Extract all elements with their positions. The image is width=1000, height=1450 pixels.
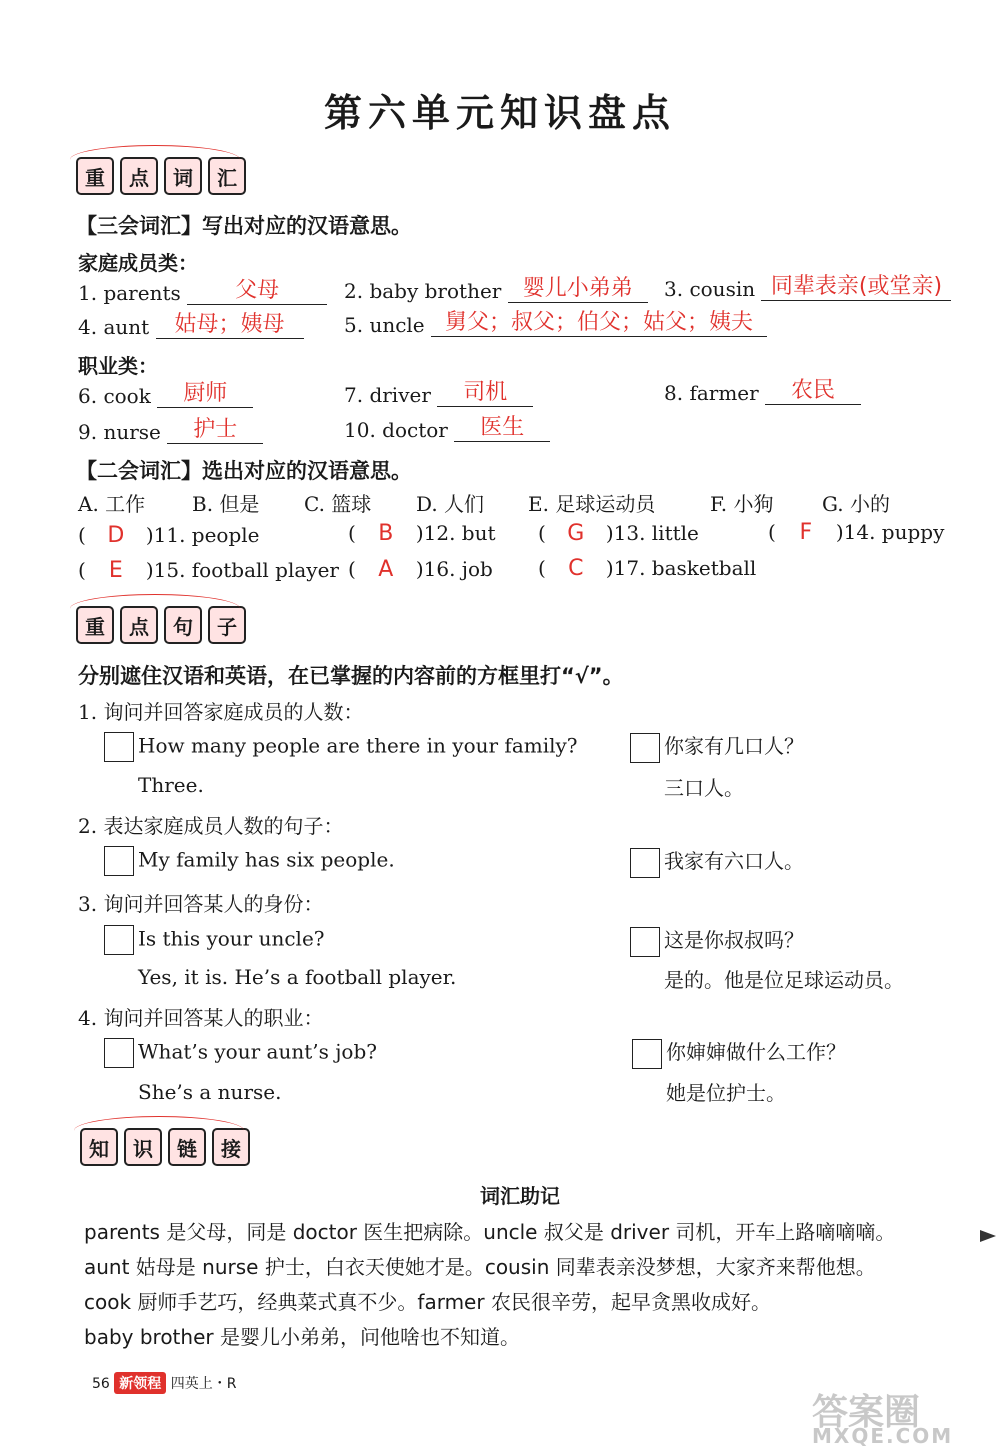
mnemonic-line: parents 是父母，同是 doctor 医生把病除。uncle 叔父是 driver 司机，开车上路嘀嘀嘀。 — [84, 1220, 896, 1244]
arrow-right-icon — [980, 1230, 996, 1242]
checkbox[interactable] — [630, 848, 660, 878]
sentence-en: What’s your aunt’s job? — [104, 1038, 377, 1068]
vocab-answer[interactable]: 舅父；叔父；伯父；姑父；姨夫 — [431, 310, 767, 337]
page-number: 56 — [92, 1376, 110, 1392]
vocab-answer[interactable]: 农民 — [765, 378, 861, 405]
option: E. 足球运动员 — [528, 492, 656, 516]
watermark-bottom: MXQE.COM — [812, 1424, 954, 1448]
vocab-item: 6. cook 厨师 — [78, 381, 253, 408]
vocab-item: 4. aunt 姑母；姨母 — [78, 312, 304, 339]
choice-item: ( G )13. little — [538, 521, 699, 546]
checkbox[interactable] — [104, 925, 134, 955]
mnemonic-line: aunt 姑母是 nurse 护士，白衣天使她才是。cousin 同辈表亲没梦想，大家齐来帮他想。 — [84, 1255, 876, 1279]
badge-char: 链 — [168, 1128, 206, 1166]
option: C. 篮球 — [304, 492, 372, 516]
vocab-answer[interactable]: 父母 — [187, 278, 327, 305]
sentence-heading: 3. 询问并回答某人的身份： — [78, 892, 324, 916]
choice-answer[interactable]: F — [799, 520, 813, 545]
choice-item: ( A )16. job — [348, 557, 493, 582]
checkbox[interactable] — [632, 1039, 662, 1069]
mnemonic-line: cook 厨师手艺巧，经典菜式真不少。farmer 农民很辛劳，起早贪黑收成好。 — [84, 1290, 771, 1314]
choice-answer[interactable]: A — [378, 557, 394, 582]
footer — [92, 1372, 236, 1394]
page-title: 第六单元知识盘点 — [323, 90, 676, 135]
choice-answer[interactable]: C — [568, 556, 584, 581]
sentence-heading: 1. 询问并回答家庭成员的人数： — [78, 700, 364, 724]
vocab-item: 10. doctor 医生 — [344, 415, 550, 442]
checkbox[interactable] — [630, 927, 660, 957]
badge-char: 汇 — [208, 157, 246, 195]
badge-char: 词 — [164, 157, 202, 195]
sentence-instruction: 分别遮住汉语和英语，在已掌握的内容前的方框里打“√”。 — [78, 664, 624, 688]
sec1-heading: 【三会词汇】写出对应的汉语意思。 — [76, 214, 412, 238]
sentence-en-answer: Three. — [138, 773, 204, 797]
badge-decoration — [70, 145, 240, 174]
vocab-item: 7. driver 司机 — [344, 380, 533, 407]
watermark-top: 答案圈 — [812, 1392, 921, 1433]
badge-char: 点 — [120, 606, 158, 644]
sentence-zh: 你婶婶做什么工作？ — [632, 1036, 846, 1069]
choice-answer[interactable]: G — [567, 521, 585, 546]
badge-char: 重 — [76, 157, 114, 195]
sentence-heading: 4. 询问并回答某人的职业： — [78, 1006, 324, 1030]
vocab-item: 9. nurse 护士 — [78, 417, 263, 444]
choice-item: ( C )17. basketball — [538, 556, 757, 581]
badge-char: 句 — [164, 606, 202, 644]
sentence-en: My family has six people. — [104, 846, 395, 876]
badge-char: 重 — [76, 606, 114, 644]
badge-decoration — [74, 1116, 244, 1145]
vocab-item: 5. uncle 舅父；叔父；伯父；姑父；姨夫 — [344, 310, 767, 337]
vocab-answer[interactable]: 护士 — [167, 417, 263, 444]
sentence-zh-answer: 是的。他是位足球运动员。 — [664, 968, 904, 992]
vocab-answer[interactable]: 厨师 — [157, 381, 253, 408]
vocab-answer[interactable]: 医生 — [454, 415, 550, 442]
sentence-en: How many people are there in your family? — [104, 732, 578, 762]
option: F. 小狗 — [710, 492, 774, 516]
checkbox[interactable] — [104, 1038, 134, 1068]
sentence-en: Is this your uncle? — [104, 925, 325, 955]
sentence-zh-answer: 三口人。 — [664, 776, 744, 800]
badge-decoration — [70, 594, 240, 623]
brand-logo: 新领程 — [114, 1372, 166, 1394]
vocab-item: 2. baby brother 婴儿小弟弟 — [344, 276, 648, 303]
choice-item: ( F )14. puppy — [768, 520, 945, 545]
vocab-answer[interactable]: 姑母；姨母 — [156, 312, 304, 339]
sec2-heading: 【二会词汇】选出对应的汉语意思。 — [76, 459, 412, 483]
sentence-zh: 这是你叔叔吗？ — [630, 924, 804, 957]
checkbox[interactable] — [104, 732, 134, 762]
book-label: 四英上・R — [170, 1376, 237, 1392]
mnemonic-title: 词汇助记 — [480, 1184, 560, 1208]
vocab-answer[interactable]: 同辈表亲(或堂亲) — [761, 274, 951, 301]
sentence-en-answer: She’s a nurse. — [138, 1080, 282, 1104]
option: G. 小的 — [822, 492, 890, 516]
badge-char: 接 — [212, 1128, 250, 1166]
choice-item: ( D )11. people — [78, 523, 260, 548]
sentence-zh: 你家有几口人？ — [630, 730, 804, 763]
option: A. 工作 — [78, 492, 146, 516]
section-badge-sentences — [76, 606, 246, 644]
badge-char: 点 — [120, 157, 158, 195]
section-badge-links — [80, 1128, 250, 1166]
choice-item: ( B )12. but — [348, 521, 496, 546]
vocab-item: 1. parents 父母 — [78, 278, 327, 305]
choice-answer[interactable]: E — [108, 558, 123, 583]
vocab-item: 8. farmer 农民 — [664, 378, 861, 405]
vocab-answer[interactable]: 司机 — [437, 380, 533, 407]
option: B. 但是 — [192, 492, 260, 516]
family-heading: 家庭成员类： — [78, 251, 198, 275]
badge-char: 子 — [208, 606, 246, 644]
checkbox[interactable] — [104, 846, 134, 876]
badge-char: 知 — [80, 1128, 118, 1166]
sentence-en-answer: Yes, it is. He’s a football player. — [138, 965, 457, 989]
vocab-item: 3. cousin 同辈表亲(或堂亲) — [664, 274, 951, 301]
badge-char: 识 — [124, 1128, 162, 1166]
choice-answer[interactable]: B — [378, 521, 394, 546]
vocab-answer[interactable]: 婴儿小弟弟 — [508, 276, 648, 303]
checkbox[interactable] — [630, 733, 660, 763]
mnemonic-line: baby brother 是婴儿小弟弟，问他啥也不知道。 — [84, 1325, 520, 1349]
option: D. 人们 — [416, 492, 485, 516]
job-heading: 职业类： — [78, 354, 158, 378]
sentence-zh-answer: 她是位护士。 — [666, 1081, 786, 1105]
sentence-zh: 我家有六口人。 — [630, 845, 804, 878]
section-badge-vocab — [76, 157, 246, 195]
choice-item: ( E )15. football player — [78, 558, 339, 583]
choice-answer[interactable]: D — [107, 523, 125, 548]
sentence-heading: 2. 表达家庭成员人数的句子： — [78, 814, 344, 838]
